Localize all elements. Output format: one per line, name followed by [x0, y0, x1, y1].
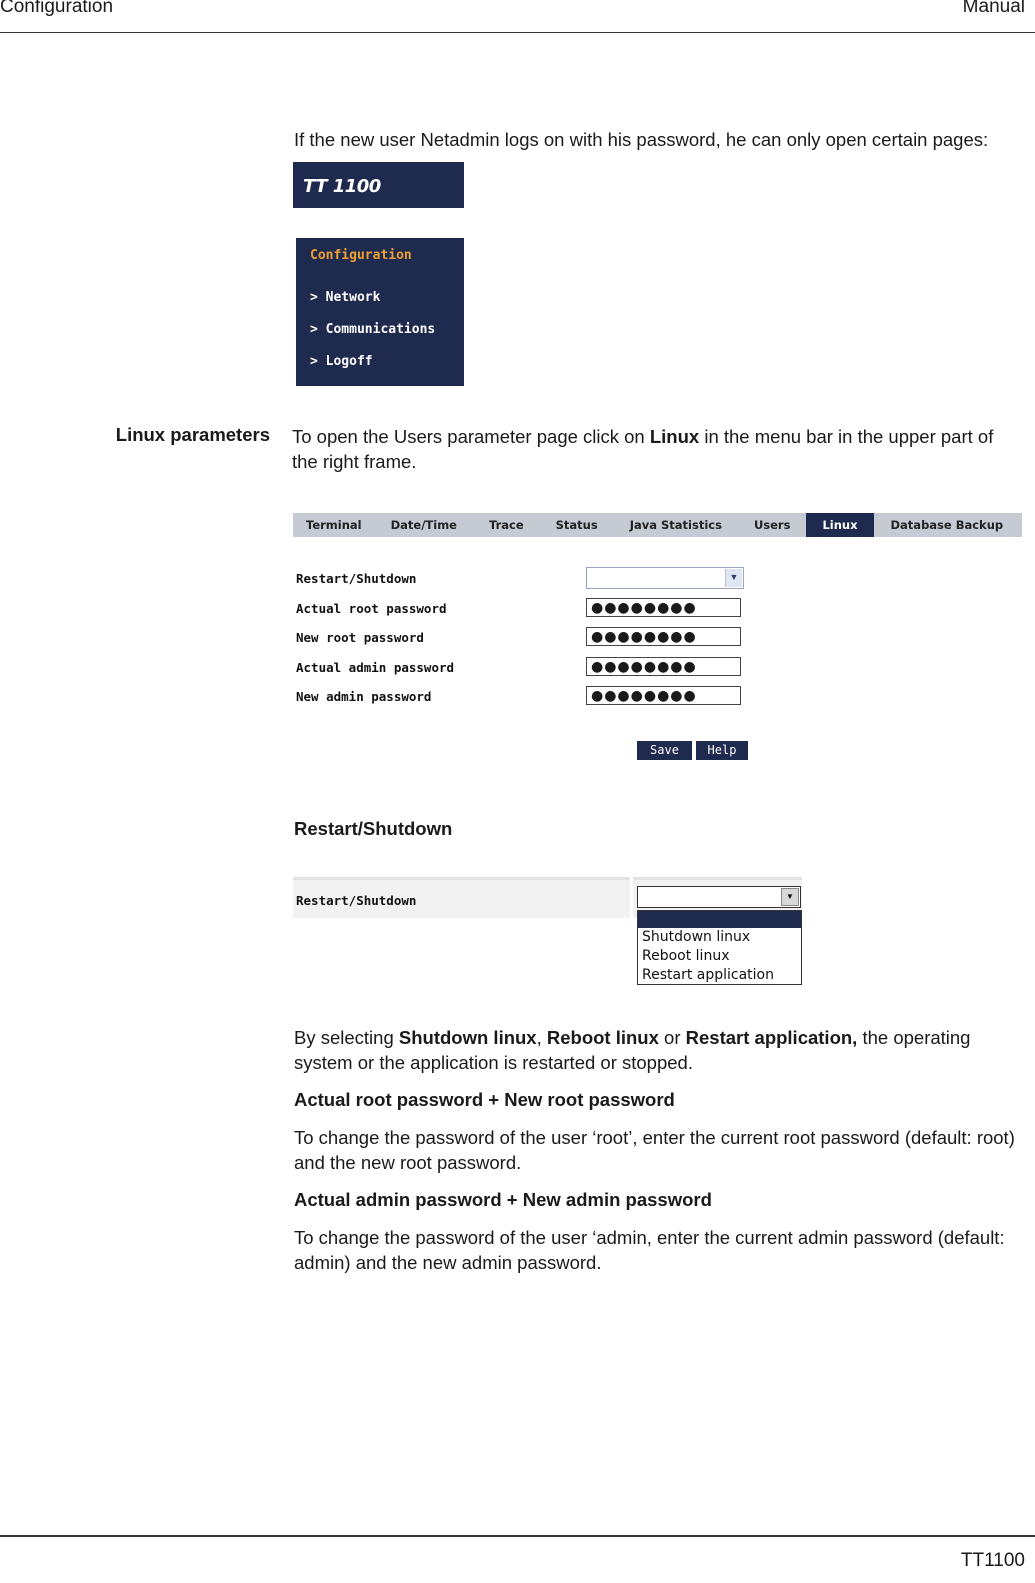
admin-password-heading: Actual admin password + New admin password — [294, 1189, 712, 1210]
restart-shutdown-select[interactable] — [586, 567, 744, 589]
tab-status[interactable]: Status — [555, 518, 598, 532]
tab-java-statistics[interactable]: Java Statistics — [629, 518, 722, 532]
selecting-paragraph — [294, 1025, 1019, 1075]
label-restart-shutdown: Restart/Shutdown — [296, 571, 417, 586]
actual-root-password-field[interactable]: ●●●●●●●● — [586, 598, 741, 617]
new-admin-password-field[interactable]: ●●●●●●●● — [586, 686, 741, 705]
help-button[interactable]: Help — [696, 741, 748, 760]
admin-password-text: To change the password of the user ‘admin, enter the current admin password (default: admin) and the new admin password. — [294, 1227, 1005, 1273]
sel-b2: Reboot linux — [546, 1027, 659, 1048]
linux-intro-suffix: in the menu bar in the upper part of the right frame. — [292, 426, 994, 472]
tab-linux[interactable]: Linux — [806, 513, 873, 537]
menu-item-logoff[interactable]: > Logoff — [310, 354, 373, 369]
restart-dropdown-select[interactable] — [637, 886, 801, 908]
sel-b3: Restart application, — [685, 1027, 858, 1048]
chevron-down-icon[interactable]: ▼ — [725, 569, 742, 587]
header-right: Manual — [962, 0, 1025, 17]
app-title: TT 1100 — [303, 176, 381, 197]
menu-item-network[interactable]: > Network — [310, 290, 381, 305]
linux-intro-prefix: To open the Users parameter page click on — [292, 426, 650, 447]
root-password-heading: Actual root password + New root password — [294, 1089, 675, 1110]
save-button[interactable]: Save — [637, 741, 692, 760]
dropdown-label-row — [293, 877, 630, 918]
app-title-bar — [293, 162, 464, 208]
new-root-password-field[interactable]: ●●●●●●●● — [586, 627, 741, 646]
label-actual-root-password: Actual root password — [296, 601, 447, 616]
actual-admin-password-field[interactable]: ●●●●●●●● — [586, 657, 741, 676]
tab-trace[interactable]: Trace — [488, 518, 524, 532]
linux-intro — [292, 424, 1017, 474]
dropdown-arrow-icon[interactable]: ▼ — [781, 888, 799, 906]
tab-bar — [293, 513, 1022, 537]
sel-p3: or — [658, 1027, 686, 1048]
root-password-text: To change the password of the user ‘root’, enter the current root password (default: root) and the new root password. — [294, 1127, 1015, 1173]
sel-p2: , — [536, 1027, 547, 1048]
label-actual-admin-password: Actual admin password — [296, 660, 455, 675]
dropdown-option-reboot-linux[interactable]: Reboot linux — [642, 948, 730, 964]
label-new-admin-password: New admin password — [296, 689, 432, 704]
sel-b1: Shutdown linux — [398, 1027, 537, 1048]
dropdown-label: Restart/Shutdown — [296, 893, 417, 908]
dropdown-list — [637, 910, 802, 985]
header-left: Configuration — [0, 0, 114, 17]
tab-terminal[interactable]: Terminal — [306, 518, 362, 532]
config-menu — [296, 238, 464, 386]
linux-form — [292, 560, 752, 770]
sel-p1: By selecting — [294, 1027, 399, 1048]
restart-shutdown-heading: Restart/Shutdown — [294, 818, 453, 839]
tab-users[interactable]: Users — [753, 518, 791, 532]
tab-date-time[interactable]: Date/Time — [390, 518, 457, 532]
footer-rule — [0, 1535, 1035, 1537]
dropdown-option-shutdown-linux[interactable]: Shutdown linux — [642, 929, 751, 945]
tab-database-backup[interactable]: Database Backup — [890, 518, 1004, 532]
menu-item-communications[interactable]: > Communications — [310, 322, 436, 337]
side-label-linux-parameters: Linux parameters — [115, 424, 270, 445]
label-new-root-password: New root password — [296, 630, 424, 645]
dropdown-option-restart-application[interactable]: Restart application — [642, 967, 774, 983]
footer-right: TT1100 — [960, 1550, 1025, 1571]
dropdown-option-empty[interactable] — [638, 911, 801, 928]
menu-heading: Configuration — [310, 248, 412, 263]
linux-intro-bold: Linux — [649, 426, 700, 447]
sel-p4: the operating system or the application is restarted or stopped. — [294, 1027, 971, 1073]
header-rule — [0, 32, 1035, 33]
intro-text: If the new user Netadmin logs on with his password, he can only open certain pages: — [294, 129, 989, 150]
